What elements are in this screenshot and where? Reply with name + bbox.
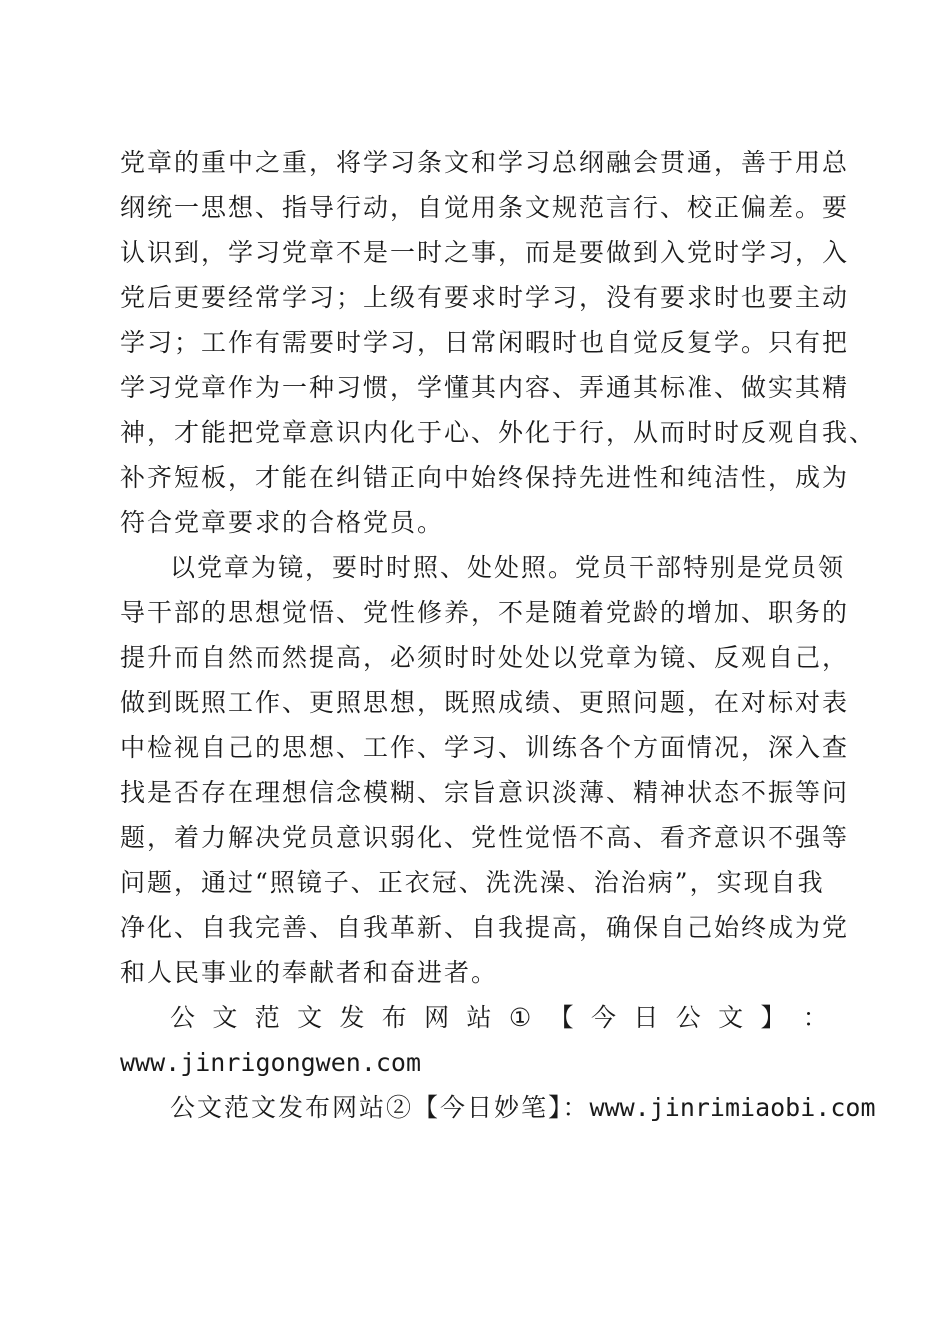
- site1-label-char: 范: [254, 1003, 282, 1032]
- site1-label-char: 文: [212, 1003, 240, 1032]
- paragraph-line: 中检视自己的思想、工作、学习、训练各个方面情况，深入查: [120, 733, 850, 762]
- paragraph-line: 党后更要经常学习；上级有要求时学习，没有要求时也要主动: [120, 283, 850, 312]
- site1-label-char: 文: [718, 1003, 746, 1032]
- footer-links: [120, 995, 876, 1130]
- site1-label-char: 站: [466, 1003, 494, 1032]
- site1-label-char: 文: [297, 1003, 325, 1032]
- site1-label-char: 布: [381, 1003, 409, 1032]
- paragraph-line: 补齐短板，才能在纠错正向中始终保持先进性和纯洁性，成为: [120, 463, 850, 492]
- site1-label-char: 发: [339, 1003, 367, 1032]
- paragraph-line: 党章的重中之重，将学习条文和学习总纲融会贯通，善于用总: [120, 148, 850, 177]
- document-body: [120, 140, 877, 1130]
- paragraph-line: 学习；工作有需要时学习，日常闲暇时也自觉反复学。只有把: [120, 328, 850, 357]
- paragraph-line: 问题，通过“照镜子、正衣冠、洗洗澡、治治病”，实现自我: [120, 868, 825, 897]
- site1-label-char: 网: [424, 1003, 452, 1032]
- paragraph-line: 符合党章要求的合格党员。: [120, 508, 445, 537]
- paragraph-line: 认识到，学习党章不是一时之事，而是要做到入党时学习，入: [120, 238, 850, 267]
- paragraph-line: 做到既照工作、更照思想，既照成绩、更照问题，在对标对表: [120, 688, 850, 717]
- site1-label-char: 公: [170, 1003, 198, 1032]
- paragraph-line: 纲统一思想、指导行动，自觉用条文规范言行、校正偏差。要: [120, 193, 850, 222]
- paragraph-line: 和人民事业的奉献者和奋进者。: [120, 958, 499, 987]
- paragraph-line: 提升而自然而然提高，必须时时处处以党章为镜、反观自己，: [120, 643, 850, 672]
- paragraph-1: [120, 140, 877, 545]
- site1-label-char: ：: [802, 1003, 830, 1032]
- paragraph-line: 学习党章作为一种习惯，学懂其内容、弄通其标准、做实其精: [120, 373, 850, 402]
- site2-line: [120, 1085, 876, 1130]
- paragraph-line: 以党章为镜，要时时照、处处照。党员干部特别是党员领: [170, 553, 846, 582]
- site1-label-char: 】: [760, 1003, 788, 1032]
- site1-label-char: 公: [675, 1003, 703, 1032]
- site2-label: 公文范文发布网站②【今日妙笔】：: [170, 1093, 590, 1122]
- site1-label-char: ①: [508, 1003, 534, 1032]
- paragraph-line: 神，才能把党章意识内化于心、外化于行，从而时时反观自我、: [120, 418, 877, 447]
- site2-url-link[interactable]: www.jinrimiaobi.com: [589, 1093, 876, 1122]
- site1-label: [120, 995, 830, 1040]
- site1-label-char: 日: [633, 1003, 661, 1032]
- site1-label-char: 今: [591, 1003, 619, 1032]
- site1-url-link[interactable]: www.jinrigongwen.com: [120, 1048, 422, 1077]
- site1-label-char: 【: [548, 1003, 576, 1032]
- paragraph-line: 找是否存在理想信念模糊、宗旨意识淡薄、精神状态不振等问: [120, 778, 850, 807]
- paragraph-line: 题，着力解决党员意识弱化、党性觉悟不高、看齐意识不强等: [120, 823, 850, 852]
- paragraph-line: 导干部的思想觉悟、党性修养，不是随着党龄的增加、职务的: [120, 598, 850, 627]
- paragraph-line: 净化、自我完善、自我革新、自我提高，确保自己始终成为党: [120, 913, 850, 942]
- paragraph-2: [120, 545, 850, 995]
